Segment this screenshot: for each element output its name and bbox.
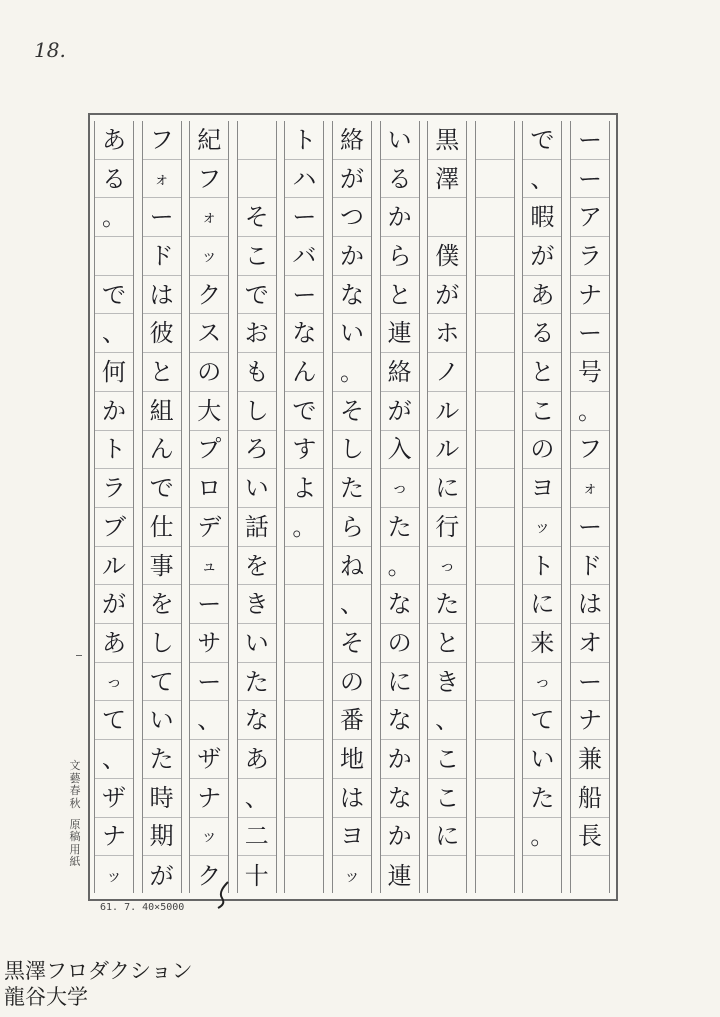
manuscript-cell: ー	[571, 160, 609, 199]
manuscript-cell: い	[523, 740, 561, 779]
manuscript-cell: か	[95, 392, 133, 431]
manuscript-cell: こ	[428, 740, 466, 779]
manuscript-cell	[285, 740, 323, 779]
page-number: 18.	[34, 38, 66, 62]
manuscript-cell: る	[523, 315, 561, 354]
manuscript-cell: た	[238, 663, 276, 702]
manuscript-cell	[476, 818, 514, 857]
manuscript-cell: 、	[333, 585, 371, 624]
manuscript-cell	[476, 431, 514, 470]
manuscript-column	[380, 121, 420, 893]
manuscript-cell: ナ	[95, 818, 133, 857]
manuscript-cell: 。	[381, 547, 419, 586]
manuscript-cell: 、	[238, 779, 276, 818]
manuscript-cell: ん	[143, 431, 181, 470]
manuscript-cell: ヨ	[333, 818, 371, 857]
manuscript-cell	[238, 160, 276, 199]
manuscript-cell: ド	[143, 237, 181, 276]
manuscript-cell: も	[238, 353, 276, 392]
manuscript-cell: ォ	[143, 160, 181, 199]
manuscript-cell: な	[333, 276, 371, 315]
manuscript-cell: ー	[285, 276, 323, 315]
manuscript-cell: た	[143, 740, 181, 779]
manuscript-cell: で	[285, 392, 323, 431]
manuscript-cell: な	[285, 315, 323, 354]
manuscript-cell: 話	[238, 508, 276, 547]
manuscript-cell: 。	[333, 353, 371, 392]
manuscript-cell: あ	[95, 624, 133, 663]
manuscript-cell: あ	[238, 740, 276, 779]
manuscript-cell: た	[381, 508, 419, 547]
manuscript-cell: 連	[387, 861, 412, 890]
manuscript-cell	[476, 508, 514, 547]
manuscript-cell: こ	[238, 237, 276, 276]
manuscript-cell	[476, 702, 514, 741]
manuscript-cell: ん	[285, 353, 323, 392]
manuscript-cell: ラ	[571, 237, 609, 276]
manuscript-cell: で	[523, 121, 561, 160]
manuscript-cell: っ	[95, 663, 133, 702]
manuscript-column	[142, 121, 182, 893]
manuscript-cell: あ	[523, 276, 561, 315]
manuscript-cell: 絡	[333, 121, 371, 160]
manuscript-cell: た	[333, 469, 371, 508]
manuscript-cell: が	[428, 276, 466, 315]
manuscript-cell: に	[523, 585, 561, 624]
manuscript-cell: ォ	[571, 469, 609, 508]
manuscript-cell	[571, 856, 609, 895]
manuscript-cell	[476, 585, 514, 624]
manuscript-cell: は	[143, 276, 181, 315]
manuscript-cell	[285, 624, 323, 663]
manuscript-cell: い	[238, 469, 276, 508]
manuscript-cell: る	[381, 160, 419, 199]
manuscript-cell: 長	[571, 818, 609, 857]
manuscript-cell: 二	[238, 818, 276, 857]
manuscript-cell: 、	[523, 160, 561, 199]
manuscript-cell: い	[238, 624, 276, 663]
manuscript-cell: 。	[571, 392, 609, 431]
manuscript-cell: 、	[95, 740, 133, 779]
sidebar-label	[66, 760, 84, 869]
manuscript-cell: 地	[333, 740, 371, 779]
manuscript-cell: き	[428, 663, 466, 702]
manuscript-cell	[476, 121, 514, 160]
manuscript-cell: ノ	[428, 353, 466, 392]
manuscript-cell: と	[523, 353, 561, 392]
manuscript-cell: で	[95, 276, 133, 315]
manuscript-cell: に	[428, 469, 466, 508]
manuscript-cell: フ	[190, 160, 228, 199]
manuscript-cell: 、	[95, 315, 133, 354]
manuscript-cell: し	[333, 431, 371, 470]
insertion-mark-icon	[212, 880, 234, 910]
manuscript-column	[332, 121, 372, 893]
manuscript-cell: 黒	[428, 121, 466, 160]
manuscript-cell: 来	[523, 624, 561, 663]
manuscript-cell: は	[333, 779, 371, 818]
manuscript-cell: こ	[523, 392, 561, 431]
manuscript-column	[522, 121, 562, 893]
manuscript-column	[189, 121, 229, 893]
manuscript-cell: ル	[428, 392, 466, 431]
manuscript-cell: 十	[244, 861, 269, 890]
manuscript-cell: ー	[285, 198, 323, 237]
manuscript-cell: 大	[190, 392, 228, 431]
manuscript-cell: の	[190, 353, 228, 392]
manuscript-cell: っ	[523, 663, 561, 702]
manuscript-cell: ト	[523, 547, 561, 586]
manuscript-cell: ス	[190, 315, 228, 354]
manuscript-cell: ッ	[343, 865, 360, 885]
manuscript-cell: 。	[95, 198, 133, 237]
manuscript-cell: 、	[428, 702, 466, 741]
sidebar-char: 稿	[69, 830, 81, 844]
manuscript-cell: 、	[190, 702, 228, 741]
manuscript-cell: が	[95, 585, 133, 624]
manuscript-cell	[285, 702, 323, 741]
manuscript-cell: ナ	[190, 779, 228, 818]
manuscript-cell: 番	[333, 702, 371, 741]
manuscript-cell: 紀	[190, 121, 228, 160]
manuscript-cell: 彼	[143, 315, 181, 354]
manuscript-cell: 。	[285, 508, 323, 547]
manuscript-cell: ラ	[95, 469, 133, 508]
manuscript-cell: ー	[190, 663, 228, 702]
manuscript-cell	[285, 779, 323, 818]
manuscript-cell	[523, 856, 561, 895]
manuscript-cell: バ	[285, 237, 323, 276]
manuscript-cell: い	[333, 315, 371, 354]
manuscript-cell: ろ	[238, 431, 276, 470]
manuscript-cell: 期	[143, 818, 181, 857]
manuscript-cell: こ	[428, 779, 466, 818]
manuscript-cell	[476, 198, 514, 237]
sidebar-char: 春	[69, 784, 81, 798]
manuscript-cell: ア	[571, 198, 609, 237]
manuscript-cell	[476, 663, 514, 702]
manuscript-cell: と	[143, 353, 181, 392]
manuscript-cell: ッ	[190, 237, 228, 276]
sidebar-char: 藝	[69, 771, 81, 785]
manuscript-cell: な	[381, 585, 419, 624]
manuscript-cell: そ	[238, 198, 276, 237]
manuscript-cell: ー	[571, 121, 609, 160]
manuscript-cell	[285, 547, 323, 586]
manuscript-cell	[476, 547, 514, 586]
manuscript-cell: の	[523, 431, 561, 470]
manuscript-cell: ュ	[190, 547, 228, 586]
manuscript-cell: た	[428, 585, 466, 624]
manuscript-cell: の	[333, 663, 371, 702]
manuscript-cell: の	[381, 624, 419, 663]
manuscript-cell: ー	[571, 663, 609, 702]
manuscript-cell: あ	[95, 121, 133, 160]
manuscript-column	[284, 121, 324, 893]
manuscript-cell: ら	[381, 237, 419, 276]
manuscript-cell	[95, 237, 133, 276]
manuscript-cell: を	[238, 547, 276, 586]
manuscript-column	[570, 121, 610, 893]
manuscript-cell	[476, 160, 514, 199]
manuscript-cell: か	[381, 740, 419, 779]
manuscript-cell: す	[285, 431, 323, 470]
manuscript-column	[427, 121, 467, 893]
manuscript-cell: よ	[285, 469, 323, 508]
manuscript-cell: ッ	[190, 818, 228, 857]
manuscript-cell: と	[428, 624, 466, 663]
manuscript-cell: か	[381, 818, 419, 857]
manuscript-cell: 何	[95, 353, 133, 392]
manuscript-cell: ト	[95, 431, 133, 470]
manuscript-cell: て	[523, 702, 561, 741]
manuscript-cell: な	[238, 702, 276, 741]
manuscript-cell	[428, 856, 466, 895]
manuscript-cell: 連	[381, 315, 419, 354]
sidebar-char: 原	[69, 817, 81, 831]
manuscript-column	[237, 121, 277, 893]
manuscript-cell: ー	[571, 508, 609, 547]
manuscript-cell: ら	[333, 508, 371, 547]
manuscript-cell: 。	[523, 818, 561, 857]
manuscript-cell: て	[95, 702, 133, 741]
manuscript-cell: っ	[428, 547, 466, 586]
manuscript-cell	[476, 392, 514, 431]
manuscript-cell: ル	[95, 547, 133, 586]
manuscript-cell: ザ	[190, 740, 228, 779]
manuscript-cell: ク	[197, 861, 222, 890]
manuscript-cell: 入	[381, 431, 419, 470]
manuscript-cell	[285, 585, 323, 624]
manuscript-cell: な	[381, 779, 419, 818]
sidebar-char: 秋	[69, 796, 81, 810]
manuscript-cell: 澤	[428, 160, 466, 199]
manuscript-cell: 仕	[143, 508, 181, 547]
manuscript-cell: ー	[143, 198, 181, 237]
manuscript-cell: し	[238, 392, 276, 431]
manuscript-cell: 行	[428, 508, 466, 547]
manuscript-cell: て	[143, 663, 181, 702]
manuscript-cell: ッ	[523, 508, 561, 547]
manuscript-cell: 兼	[571, 740, 609, 779]
manuscript-cell: ナ	[571, 276, 609, 315]
manuscript-cell	[476, 624, 514, 663]
manuscript-cell	[476, 315, 514, 354]
manuscript-cell	[476, 740, 514, 779]
manuscript-cell: が	[523, 237, 561, 276]
footer-code: 61. 7. 40×5000	[100, 902, 185, 913]
manuscript-cell: い	[143, 702, 181, 741]
manuscript-cell: ホ	[428, 315, 466, 354]
manuscript-cell: を	[143, 585, 181, 624]
manuscript-cell	[476, 779, 514, 818]
manuscript-cell: い	[381, 121, 419, 160]
manuscript-cell: ヨ	[523, 469, 561, 508]
manuscript-cell: 絡	[381, 353, 419, 392]
manuscript-cell: 船	[571, 779, 609, 818]
manuscript-cell: サ	[190, 624, 228, 663]
manuscript-cell: が	[149, 861, 174, 890]
manuscript-cell: 事	[143, 547, 181, 586]
manuscript-cell: つ	[333, 198, 371, 237]
manuscript-cell	[476, 856, 514, 895]
manuscript-cell: オ	[571, 624, 609, 663]
manuscript-column	[475, 121, 515, 893]
manuscript-cell	[476, 469, 514, 508]
manuscript-cell: ロ	[190, 469, 228, 508]
manuscript-cell	[476, 353, 514, 392]
manuscript-cell: っ	[381, 469, 419, 508]
manuscript-cell: は	[571, 585, 609, 624]
manuscript-cell: か	[333, 237, 371, 276]
manuscript-cell: る	[95, 160, 133, 199]
manuscript-cell: ブ	[95, 508, 133, 547]
manuscript-cell: に	[381, 663, 419, 702]
manuscript-cell: ル	[428, 431, 466, 470]
manuscript-cell	[285, 818, 323, 857]
manuscript-cell: に	[428, 818, 466, 857]
manuscript-cell: ね	[333, 547, 371, 586]
margin-tick	[76, 655, 82, 656]
manuscript-cell	[428, 198, 466, 237]
sidebar-char: 文	[69, 759, 81, 772]
manuscript-cell: ト	[285, 121, 323, 160]
sidebar-char: 用	[69, 842, 81, 856]
manuscript-cell: と	[381, 276, 419, 315]
manuscript-cell: た	[523, 779, 561, 818]
manuscript-cell: フ	[143, 121, 181, 160]
manuscript-cell	[238, 121, 276, 160]
manuscript-cell: 号	[571, 353, 609, 392]
manuscript-cell: ナ	[571, 702, 609, 741]
manuscript-cell: ー	[190, 585, 228, 624]
manuscript-cell: 時	[143, 779, 181, 818]
manuscript-cell: な	[381, 702, 419, 741]
manuscript-cell: で	[238, 276, 276, 315]
manuscript-cell	[285, 856, 323, 895]
manuscript-cell: そ	[333, 624, 371, 663]
manuscript-cell: ザ	[95, 779, 133, 818]
manuscript-cell: で	[143, 469, 181, 508]
manuscript-grid	[88, 113, 618, 901]
manuscript-cell: フ	[571, 431, 609, 470]
manuscript-cell	[476, 276, 514, 315]
manuscript-cell: そ	[333, 392, 371, 431]
manuscript-cell: 組	[143, 392, 181, 431]
manuscript-cell: お	[238, 315, 276, 354]
manuscript-cell: 僕	[428, 237, 466, 276]
manuscript-cell: ハ	[285, 160, 323, 199]
manuscript-cell: が	[333, 160, 371, 199]
manuscript-cell: か	[381, 198, 419, 237]
manuscript-cell: ク	[190, 276, 228, 315]
manuscript-cell: ォ	[190, 198, 228, 237]
watermark	[4, 958, 193, 1011]
manuscript-cell: 暇	[523, 198, 561, 237]
manuscript-cell	[285, 663, 323, 702]
manuscript-cell: し	[143, 624, 181, 663]
manuscript-cell: が	[381, 392, 419, 431]
sidebar-char: 紙	[69, 855, 81, 869]
manuscript-cell: ー	[571, 315, 609, 354]
manuscript-cell: デ	[190, 508, 228, 547]
manuscript-cell: プ	[190, 431, 228, 470]
manuscript-cell: ド	[571, 547, 609, 586]
manuscript-cell: ッ	[105, 865, 122, 885]
manuscript-cell	[476, 237, 514, 276]
watermark-line-1: 黒澤フロダクション	[4, 959, 193, 983]
watermark-line-2: 龍谷大学	[4, 985, 88, 1010]
manuscript-cell: き	[238, 585, 276, 624]
manuscript-column	[94, 121, 134, 893]
